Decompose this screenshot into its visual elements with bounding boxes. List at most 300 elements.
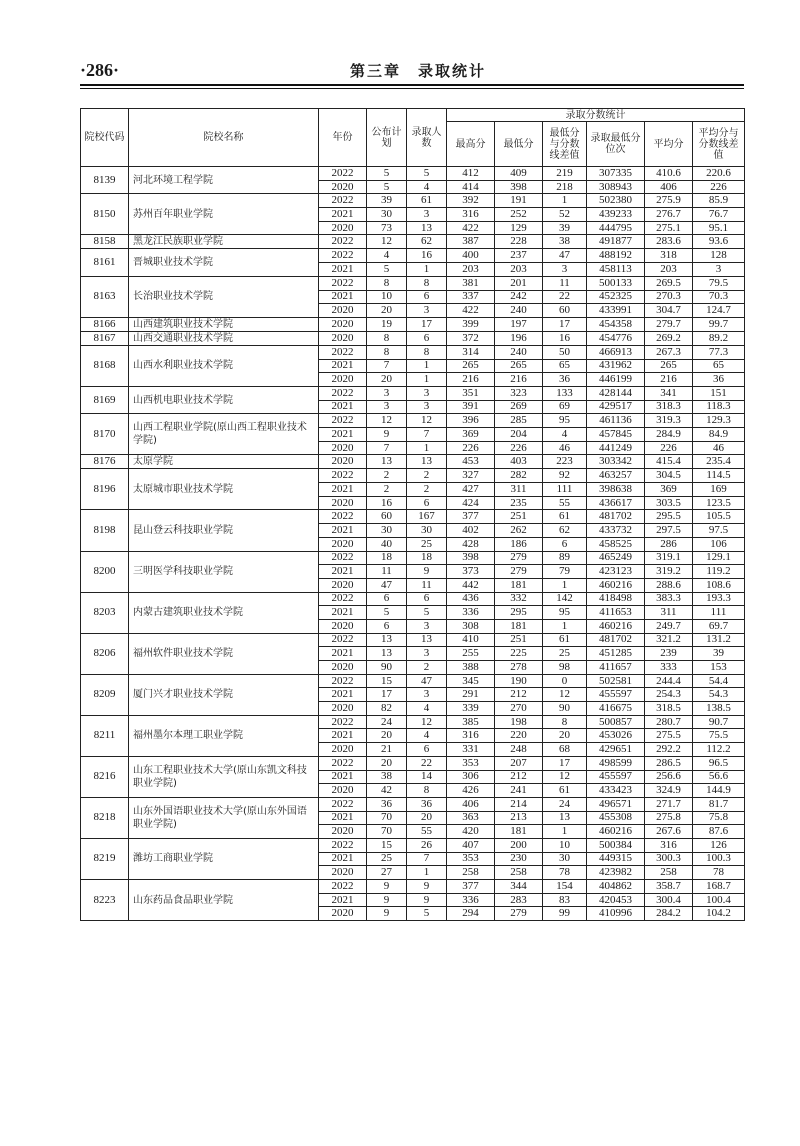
chapter-title: 第三章 录取统计 [350, 62, 487, 80]
cell-max: 385 [447, 715, 495, 729]
cell-min: 235 [495, 496, 543, 510]
cell-admitted: 25 [407, 537, 447, 551]
cell-year: 2020 [319, 455, 367, 469]
cell-plan: 2 [367, 483, 407, 497]
cell-min: 190 [495, 674, 543, 688]
cell-plan: 7 [367, 359, 407, 373]
school-code: 8176 [81, 455, 129, 469]
cell-min-diff: 99 [543, 907, 587, 921]
cell-rank: 428144 [587, 386, 645, 400]
cell-admitted: 6 [407, 496, 447, 510]
cell-year: 2020 [319, 784, 367, 798]
cell-min: 283 [495, 893, 543, 907]
cell-admitted: 4 [407, 729, 447, 743]
cell-avg-diff: 118.3 [693, 400, 745, 414]
table-row [81, 551, 745, 565]
cell-avg: 271.7 [645, 797, 693, 811]
cell-admitted: 36 [407, 797, 447, 811]
cell-max: 353 [447, 852, 495, 866]
cell-year: 2022 [319, 510, 367, 524]
cell-avg-diff: 79.5 [693, 276, 745, 290]
cell-min: 213 [495, 811, 543, 825]
cell-rank: 398638 [587, 483, 645, 497]
cell-avg-diff: 99.7 [693, 317, 745, 331]
school-name: 山东药品食品职业学院 [129, 880, 319, 921]
cell-plan: 21 [367, 743, 407, 757]
cell-min-diff: 65 [543, 359, 587, 373]
cell-min: 252 [495, 208, 543, 222]
cell-year: 2022 [319, 838, 367, 852]
cell-rank: 455597 [587, 770, 645, 784]
cell-plan: 19 [367, 317, 407, 331]
school-code: 8167 [81, 331, 129, 345]
cell-plan: 12 [367, 235, 407, 249]
cell-max: 420 [447, 825, 495, 839]
cell-max: 453 [447, 455, 495, 469]
cell-admitted: 6 [407, 331, 447, 345]
school-name: 潍坊工商职业学院 [129, 838, 319, 879]
cell-rank: 307335 [587, 167, 645, 181]
cell-max: 414 [447, 180, 495, 194]
cell-min: 285 [495, 414, 543, 428]
cell-avg: 216 [645, 373, 693, 387]
cell-avg: 267.3 [645, 345, 693, 359]
col-name: 院校名称 [129, 109, 319, 167]
cell-year: 2021 [319, 647, 367, 661]
cell-rank: 466913 [587, 345, 645, 359]
cell-min-diff: 218 [543, 180, 587, 194]
cell-avg-diff: 69.7 [693, 619, 745, 633]
cell-admitted: 11 [407, 578, 447, 592]
cell-min-diff: 46 [543, 441, 587, 455]
cell-avg: 410.6 [645, 167, 693, 181]
cell-year: 2021 [319, 483, 367, 497]
header-rule [80, 84, 744, 86]
cell-min: 181 [495, 578, 543, 592]
school-code: 8169 [81, 386, 129, 413]
cell-min: 265 [495, 359, 543, 373]
cell-min: 198 [495, 715, 543, 729]
cell-max: 381 [447, 276, 495, 290]
cell-max: 314 [447, 345, 495, 359]
table-row [81, 674, 745, 688]
school-code: 8196 [81, 469, 129, 510]
cell-max: 402 [447, 524, 495, 538]
cell-admitted: 7 [407, 852, 447, 866]
cell-plan: 15 [367, 838, 407, 852]
cell-avg-diff: 54.4 [693, 674, 745, 688]
cell-min-diff: 13 [543, 811, 587, 825]
school-name: 三明医学科技职业学院 [129, 551, 319, 592]
cell-rank: 411657 [587, 661, 645, 675]
cell-min-diff: 36 [543, 373, 587, 387]
cell-admitted: 12 [407, 414, 447, 428]
cell-avg: 369 [645, 483, 693, 497]
cell-plan: 2 [367, 469, 407, 483]
cell-max: 327 [447, 469, 495, 483]
cell-min: 269 [495, 400, 543, 414]
cell-year: 2020 [319, 537, 367, 551]
cell-max: 336 [447, 893, 495, 907]
cell-avg-diff: 105.5 [693, 510, 745, 524]
col-year: 年份 [319, 109, 367, 167]
cell-year: 2021 [319, 428, 367, 442]
cell-avg: 275.9 [645, 194, 693, 208]
cell-min-diff: 3 [543, 263, 587, 277]
cell-plan: 90 [367, 661, 407, 675]
cell-year: 2021 [319, 565, 367, 579]
cell-rank: 502380 [587, 194, 645, 208]
cell-min: 181 [495, 619, 543, 633]
cell-admitted: 22 [407, 756, 447, 770]
cell-rank: 420453 [587, 893, 645, 907]
cell-plan: 5 [367, 167, 407, 181]
cell-rank: 308943 [587, 180, 645, 194]
cell-avg: 300.3 [645, 852, 693, 866]
cell-min: 332 [495, 592, 543, 606]
cell-avg: 303.5 [645, 496, 693, 510]
cell-avg-diff: 93.6 [693, 235, 745, 249]
cell-min: 258 [495, 866, 543, 880]
cell-year: 2022 [319, 674, 367, 688]
cell-year: 2021 [319, 893, 367, 907]
school-code: 8163 [81, 276, 129, 317]
cell-year: 2021 [319, 770, 367, 784]
cell-rank: 451285 [587, 647, 645, 661]
cell-avg: 311 [645, 606, 693, 620]
school-name: 山西工程职业学院(原山西工程职业技术学院) [129, 414, 319, 455]
cell-plan: 4 [367, 249, 407, 263]
cell-admitted: 62 [407, 235, 447, 249]
table-row [81, 797, 745, 811]
cell-rank: 429517 [587, 400, 645, 414]
cell-plan: 7 [367, 441, 407, 455]
cell-min-diff: 4 [543, 428, 587, 442]
cell-min: 186 [495, 537, 543, 551]
cell-year: 2021 [319, 606, 367, 620]
cell-min: 200 [495, 838, 543, 852]
cell-plan: 20 [367, 756, 407, 770]
cell-plan: 5 [367, 263, 407, 277]
school-code: 8203 [81, 592, 129, 633]
cell-min: 279 [495, 565, 543, 579]
cell-admitted: 13 [407, 633, 447, 647]
cell-avg-diff: 90.7 [693, 715, 745, 729]
table-head [81, 109, 745, 167]
cell-rank: 461136 [587, 414, 645, 428]
cell-max: 387 [447, 235, 495, 249]
cell-admitted: 26 [407, 838, 447, 852]
cell-plan: 73 [367, 221, 407, 235]
cell-max: 436 [447, 592, 495, 606]
cell-plan: 11 [367, 565, 407, 579]
cell-year: 2021 [319, 729, 367, 743]
cell-min-diff: 60 [543, 304, 587, 318]
cell-avg-diff: 84.9 [693, 428, 745, 442]
cell-min: 226 [495, 441, 543, 455]
cell-plan: 42 [367, 784, 407, 798]
cell-avg: 286.5 [645, 756, 693, 770]
school-name: 长治职业技术学院 [129, 276, 319, 317]
cell-max: 412 [447, 167, 495, 181]
table-row [81, 235, 745, 249]
school-code: 8219 [81, 838, 129, 879]
cell-avg-diff: 75.8 [693, 811, 745, 825]
cell-avg-diff: 144.9 [693, 784, 745, 798]
cell-avg-diff: 89.2 [693, 331, 745, 345]
cell-avg: 333 [645, 661, 693, 675]
cell-admitted: 6 [407, 290, 447, 304]
cell-rank: 500133 [587, 276, 645, 290]
cell-rank: 481702 [587, 510, 645, 524]
cell-rank: 481702 [587, 633, 645, 647]
school-name: 内蒙古建筑职业技术学院 [129, 592, 319, 633]
cell-rank: 439233 [587, 208, 645, 222]
cell-admitted: 2 [407, 661, 447, 675]
cell-plan: 82 [367, 702, 407, 716]
cell-admitted: 17 [407, 317, 447, 331]
cell-max: 203 [447, 263, 495, 277]
cell-avg: 358.7 [645, 880, 693, 894]
page-header [80, 54, 744, 84]
cell-min-diff: 111 [543, 483, 587, 497]
cell-rank: 465249 [587, 551, 645, 565]
cell-year: 2020 [319, 702, 367, 716]
cell-admitted: 167 [407, 510, 447, 524]
cell-avg-diff: 87.6 [693, 825, 745, 839]
cell-year: 2022 [319, 797, 367, 811]
cell-min: 203 [495, 263, 543, 277]
cell-max: 258 [447, 866, 495, 880]
cell-max: 388 [447, 661, 495, 675]
cell-avg: 203 [645, 263, 693, 277]
cell-min-diff: 39 [543, 221, 587, 235]
cell-plan: 10 [367, 290, 407, 304]
cell-avg: 284.2 [645, 907, 693, 921]
school-name: 河北环境工程学院 [129, 167, 319, 194]
cell-avg: 292.2 [645, 743, 693, 757]
cell-admitted: 9 [407, 893, 447, 907]
school-code: 8209 [81, 674, 129, 715]
cell-avg-diff: 114.5 [693, 469, 745, 483]
cell-avg: 295.5 [645, 510, 693, 524]
cell-max: 398 [447, 551, 495, 565]
cell-max: 331 [447, 743, 495, 757]
cell-avg: 319.2 [645, 565, 693, 579]
cell-rank: 446199 [587, 373, 645, 387]
cell-admitted: 55 [407, 825, 447, 839]
cell-year: 2022 [319, 592, 367, 606]
cell-max: 377 [447, 510, 495, 524]
cell-max: 316 [447, 208, 495, 222]
cell-rank: 436617 [587, 496, 645, 510]
cell-year: 2021 [319, 400, 367, 414]
cell-min-diff: 1 [543, 619, 587, 633]
cell-min: 240 [495, 304, 543, 318]
cell-admitted: 20 [407, 811, 447, 825]
cell-rank: 441249 [587, 441, 645, 455]
cell-admitted: 8 [407, 276, 447, 290]
cell-min: 251 [495, 633, 543, 647]
cell-year: 2020 [319, 317, 367, 331]
cell-plan: 6 [367, 619, 407, 633]
cell-max: 265 [447, 359, 495, 373]
school-name: 山西建筑职业技术学院 [129, 317, 319, 331]
school-code: 8218 [81, 797, 129, 838]
cell-min-diff: 6 [543, 537, 587, 551]
cell-avg-diff: 95.1 [693, 221, 745, 235]
cell-avg-diff: 124.7 [693, 304, 745, 318]
cell-max: 369 [447, 428, 495, 442]
col-code: 院校代码 [81, 109, 129, 167]
cell-avg: 324.9 [645, 784, 693, 798]
cell-min-diff: 95 [543, 414, 587, 428]
col-group: 录取分数统计 [447, 109, 745, 122]
cell-avg-diff: 70.3 [693, 290, 745, 304]
cell-plan: 8 [367, 331, 407, 345]
cell-avg: 415.4 [645, 455, 693, 469]
cell-min-diff: 142 [543, 592, 587, 606]
cell-avg-diff: 100.3 [693, 852, 745, 866]
cell-rank: 423123 [587, 565, 645, 579]
cell-plan: 20 [367, 729, 407, 743]
cell-admitted: 47 [407, 674, 447, 688]
cell-avg-diff: 112.2 [693, 743, 745, 757]
cell-avg-diff: 226 [693, 180, 745, 194]
cell-avg: 300.4 [645, 893, 693, 907]
cell-avg: 383.3 [645, 592, 693, 606]
cell-plan: 9 [367, 880, 407, 894]
cell-avg-diff: 119.2 [693, 565, 745, 579]
cell-min-diff: 17 [543, 756, 587, 770]
cell-rank: 463257 [587, 469, 645, 483]
cell-min-diff: 61 [543, 510, 587, 524]
cell-min-diff: 30 [543, 852, 587, 866]
cell-plan: 16 [367, 496, 407, 510]
cell-avg: 280.7 [645, 715, 693, 729]
cell-min: 225 [495, 647, 543, 661]
cell-year: 2020 [319, 441, 367, 455]
cell-max: 407 [447, 838, 495, 852]
cell-min-diff: 8 [543, 715, 587, 729]
school-name: 福州墨尔本理工职业学院 [129, 715, 319, 756]
cell-rank: 303342 [587, 455, 645, 469]
cell-min: 212 [495, 770, 543, 784]
cell-year: 2022 [319, 386, 367, 400]
cell-min-diff: 89 [543, 551, 587, 565]
cell-avg-diff: 75.5 [693, 729, 745, 743]
table-row [81, 386, 745, 400]
cell-plan: 20 [367, 304, 407, 318]
cell-plan: 5 [367, 606, 407, 620]
cell-min: 242 [495, 290, 543, 304]
cell-year: 2022 [319, 235, 367, 249]
cell-avg: 321.2 [645, 633, 693, 647]
cell-rank: 454776 [587, 331, 645, 345]
cell-min-diff: 61 [543, 784, 587, 798]
page-number: ·286· [80, 60, 120, 80]
cell-min-diff: 1 [543, 578, 587, 592]
cell-admitted: 4 [407, 180, 447, 194]
cell-min: 129 [495, 221, 543, 235]
cell-year: 2022 [319, 880, 367, 894]
cell-max: 308 [447, 619, 495, 633]
cell-avg: 275.8 [645, 811, 693, 825]
cell-avg: 297.5 [645, 524, 693, 538]
cell-rank: 444795 [587, 221, 645, 235]
cell-min-diff: 95 [543, 606, 587, 620]
cell-year: 2021 [319, 524, 367, 538]
cell-min-diff: 92 [543, 469, 587, 483]
table-row [81, 167, 745, 181]
school-name: 山东外国语职业技术大学(原山东外国语职业学院) [129, 797, 319, 838]
table-row [81, 276, 745, 290]
cell-avg: 279.7 [645, 317, 693, 331]
school-name: 苏州百年职业学院 [129, 194, 319, 235]
cell-min: 409 [495, 167, 543, 181]
cell-avg-diff: 169 [693, 483, 745, 497]
cell-min: 212 [495, 688, 543, 702]
cell-admitted: 18 [407, 551, 447, 565]
cell-plan: 40 [367, 537, 407, 551]
cell-year: 2022 [319, 249, 367, 263]
table-row [81, 880, 745, 894]
cell-min-diff: 25 [543, 647, 587, 661]
cell-admitted: 61 [407, 194, 447, 208]
cell-plan: 9 [367, 893, 407, 907]
school-code: 8206 [81, 633, 129, 674]
school-code: 8139 [81, 167, 129, 194]
cell-admitted: 16 [407, 249, 447, 263]
cell-year: 2022 [319, 345, 367, 359]
cell-min-diff: 24 [543, 797, 587, 811]
cell-admitted: 9 [407, 565, 447, 579]
cell-plan: 20 [367, 373, 407, 387]
cell-year: 2020 [319, 578, 367, 592]
table-body [81, 167, 745, 921]
cell-year: 2022 [319, 469, 367, 483]
cell-year: 2022 [319, 276, 367, 290]
cell-admitted: 1 [407, 263, 447, 277]
cell-plan: 25 [367, 852, 407, 866]
cell-admitted: 3 [407, 688, 447, 702]
cell-admitted: 1 [407, 866, 447, 880]
cell-admitted: 14 [407, 770, 447, 784]
table-row [81, 592, 745, 606]
cell-min-diff: 1 [543, 825, 587, 839]
cell-rank: 452325 [587, 290, 645, 304]
table-row [81, 756, 745, 770]
cell-avg-diff: 235.4 [693, 455, 745, 469]
cell-min: 191 [495, 194, 543, 208]
cell-avg: 256.6 [645, 770, 693, 784]
school-code: 8158 [81, 235, 129, 249]
cell-avg-diff: 76.7 [693, 208, 745, 222]
cell-rank: 500384 [587, 838, 645, 852]
cell-admitted: 12 [407, 715, 447, 729]
cell-avg-diff: 128 [693, 249, 745, 263]
cell-plan: 5 [367, 180, 407, 194]
cell-min-diff: 52 [543, 208, 587, 222]
table-row [81, 331, 745, 345]
cell-plan: 3 [367, 400, 407, 414]
cell-avg: 318.3 [645, 400, 693, 414]
cell-avg-diff: 39 [693, 647, 745, 661]
cell-avg-diff: 111 [693, 606, 745, 620]
school-name: 厦门兴才职业技术学院 [129, 674, 319, 715]
cell-min-diff: 11 [543, 276, 587, 290]
cell-avg: 318 [645, 249, 693, 263]
